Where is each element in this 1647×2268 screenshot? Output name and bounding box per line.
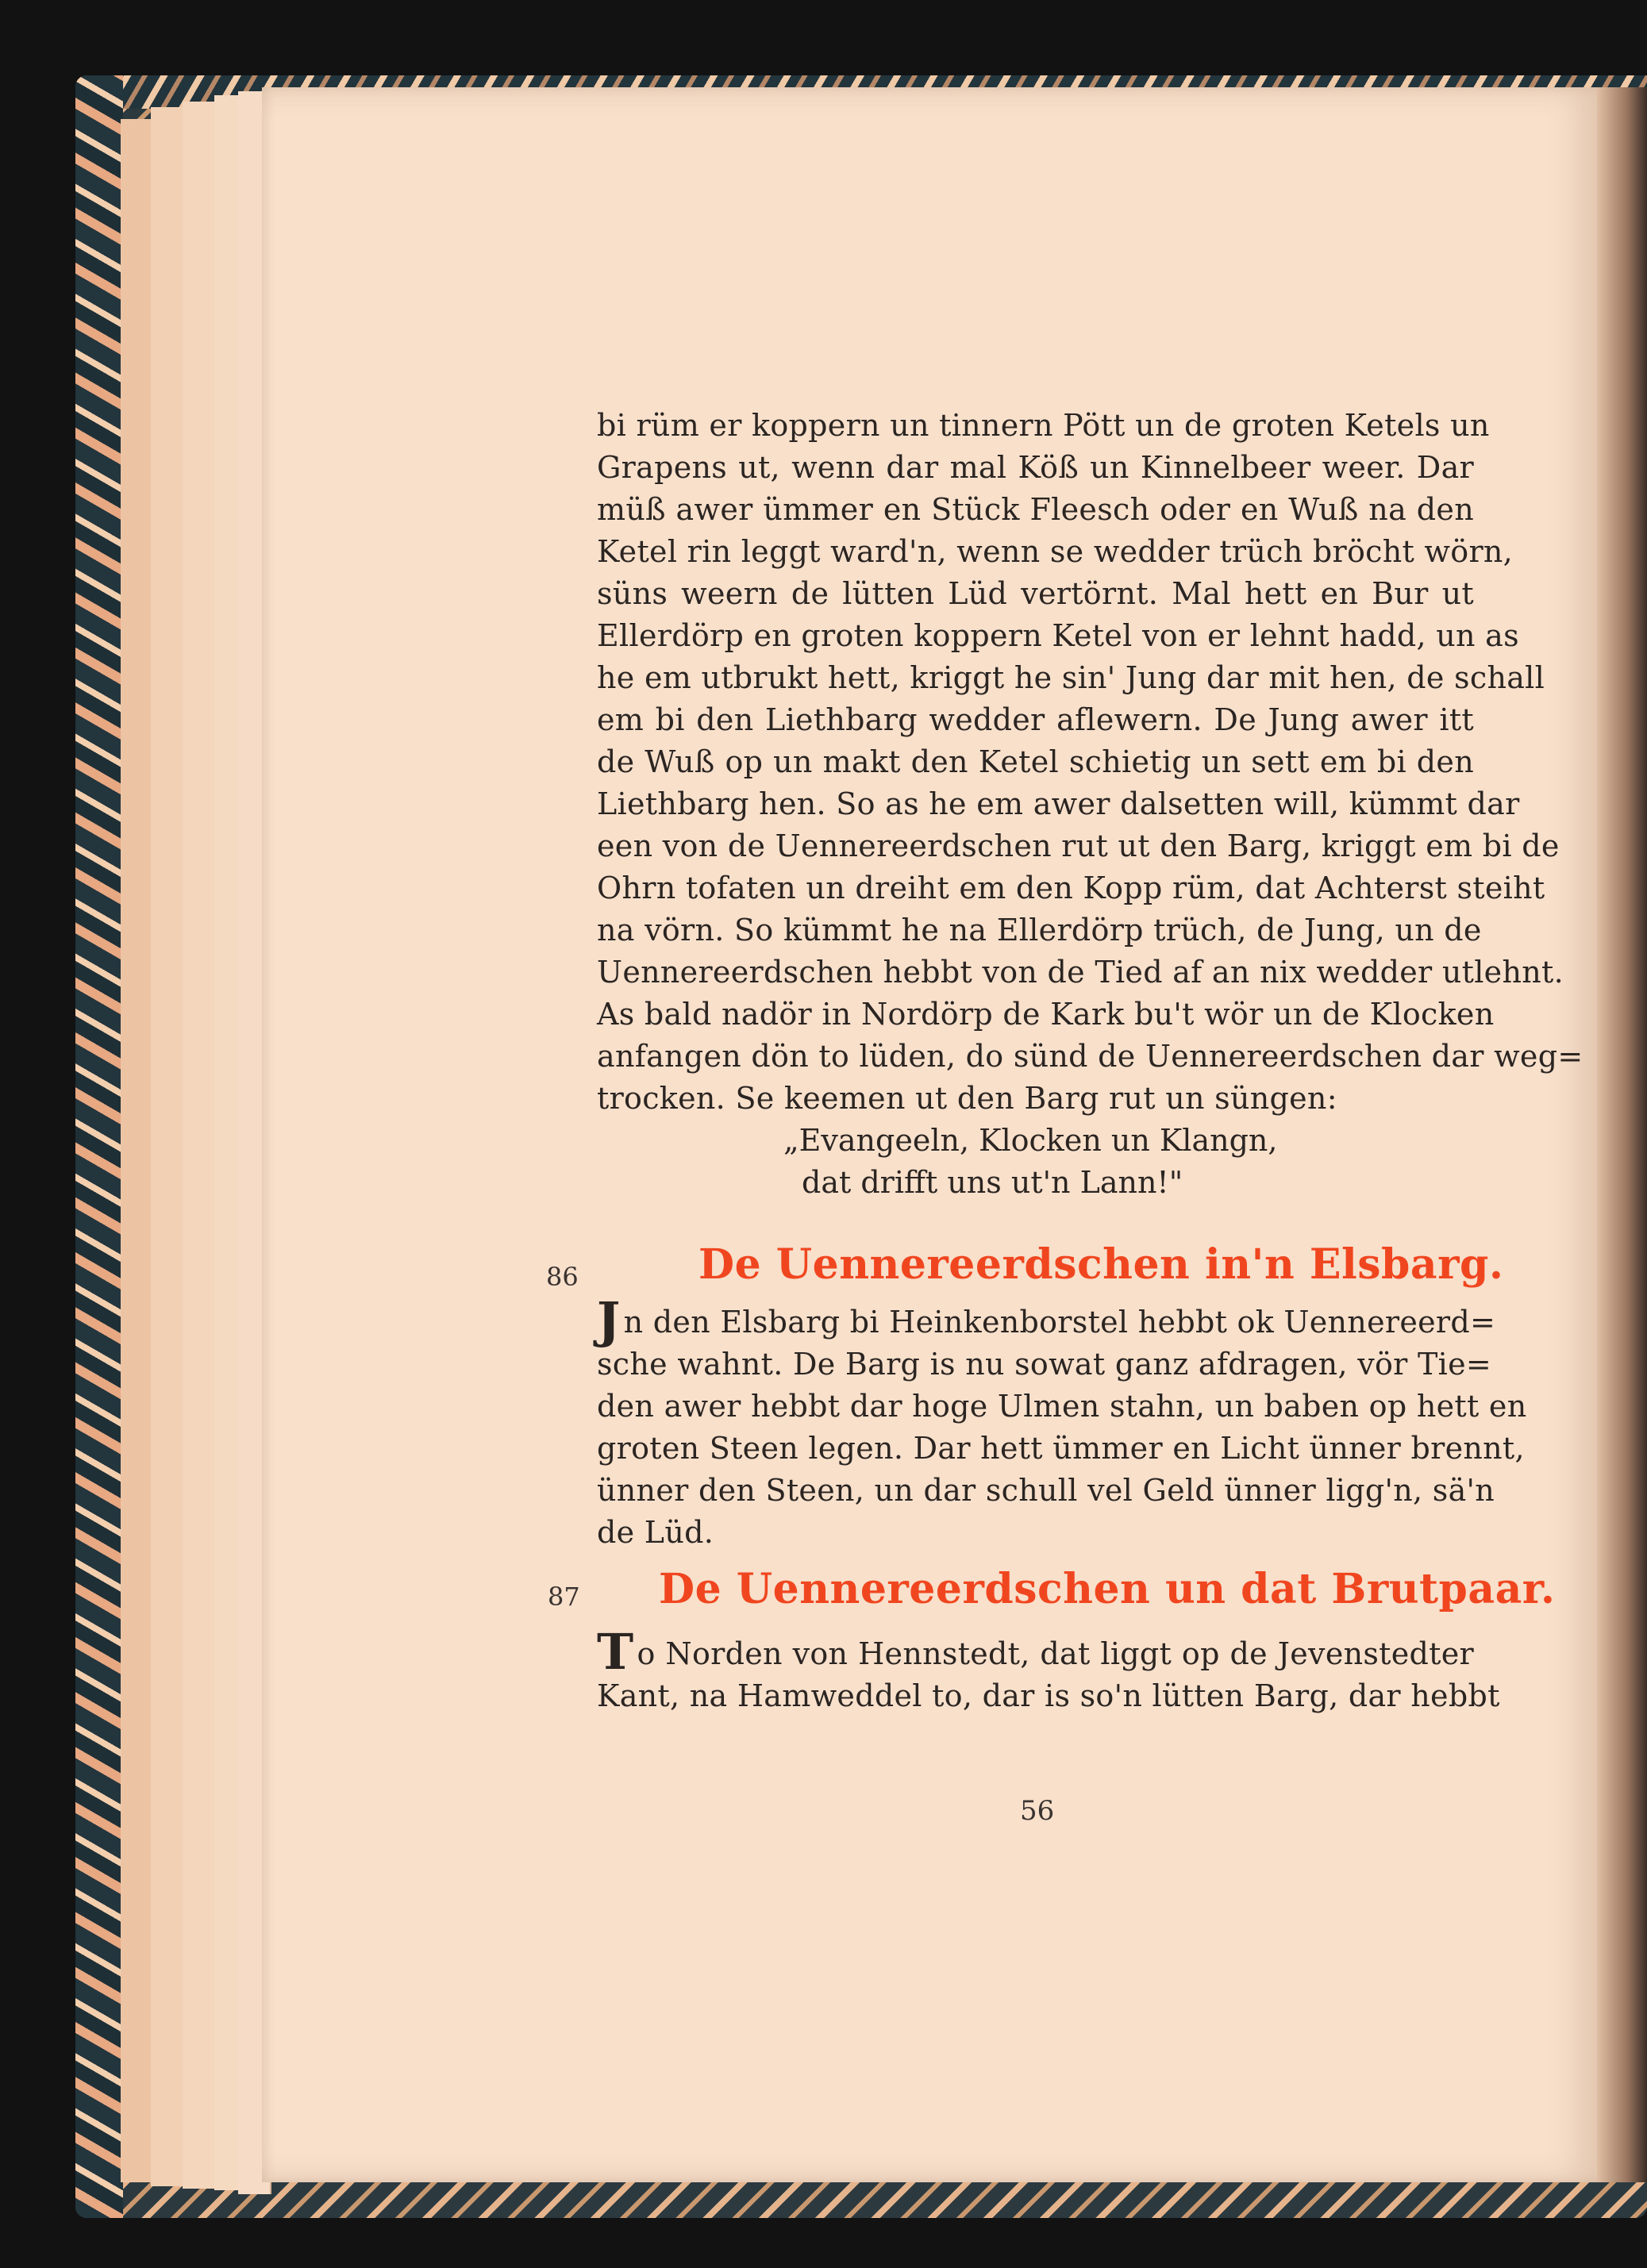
text-line: em bi den Liethbarg wedder aflewern. De Jung awer itt — [597, 702, 1474, 737]
text-line: bi rüm er koppern un tinnern Pött un de groten Ketels un — [597, 408, 1490, 443]
text-line-content: o Norden von Hennstedt, dat liggt op de Jevenstedter — [637, 1636, 1474, 1671]
text-line: süns weern de lütten Lüd vertörnt. Mal hett en Bur ut — [597, 576, 1474, 611]
text-line: sche wahnt. De Barg is nu sowat ganz afdragen, vör Tie= — [597, 1347, 1492, 1382]
cover-pattern-left — [75, 75, 123, 2218]
drop-cap: J — [597, 1291, 621, 1349]
text-line: anfangen dön to lüden, do sünd de Uennereerdschen dar weg= — [597, 1039, 1584, 1074]
text-line — [597, 1623, 1474, 1681]
text-line-content: n den Elsbarg bi Heinkenborstel hebbt ok Uennereerd= — [623, 1305, 1496, 1340]
text-line: Ohrn tofaten un dreiht em den Kopp rüm, dat Achterst steiht — [597, 871, 1545, 905]
text-line: Ellerdörp en groten koppern Ketel von er lehnt hadd, un as — [597, 618, 1519, 653]
text-line: Liethbarg hen. So as he em awer dalsetten will, kümmt dar — [597, 786, 1520, 821]
text-line: na vörn. So kümmt he na Ellerdörp trüch, de Jung, un de — [597, 913, 1482, 948]
text-line: müß awer ümmer en Stück Fleesch oder en Wuß na den — [597, 492, 1474, 527]
section-heading: De Uennereerdschen un dat Brutpaar. — [659, 1565, 1556, 1613]
text-line: den awer hebbt dar hoge Ulmen stahn, un baben op hett en — [597, 1389, 1527, 1424]
text-line: Ketel rin leggt ward'n, wenn se wedder trüch bröcht wörn, — [597, 534, 1514, 569]
text-line: Uennereerdschen hebbt von de Tied af an nix wedder utlehnt. — [597, 955, 1564, 990]
paragraph-86 — [597, 1291, 1527, 1554]
book-gutter — [1597, 87, 1647, 2182]
text-line: de Lüd. — [597, 1515, 714, 1550]
text-line: Grapens ut, wenn dar mal Köß un Kinnelbeer weer. Dar — [597, 450, 1474, 485]
text-line: een von de Uennereerdschen rut ut den Barg, kriggt em bi de — [597, 828, 1560, 863]
drop-cap: T — [597, 1623, 634, 1681]
text-line: trocken. Se keemen ut den Barg rut un süngen: — [597, 1081, 1337, 1116]
page-number: 56 — [1020, 1795, 1055, 1827]
text-line: As bald nadör in Nordörp de Kark bu't wör un de Klocken — [597, 997, 1495, 1032]
section-heading: De Uennereerdschen in'n Elsbarg. — [698, 1240, 1504, 1289]
verse-line: dat drifft uns ut'n Lann!" — [802, 1165, 1183, 1200]
text-line — [597, 1291, 1496, 1349]
text-line: groten Steen legen. Dar hett ümmer en Licht ünner brennt, — [597, 1431, 1525, 1466]
text-line: he em utbrukt hett, kriggt he sin' Jung dar mit hen, de schall — [597, 660, 1545, 695]
paragraph-87 — [597, 1623, 1500, 1717]
verse-line: „Evangeeln, Klocken un Klangn, — [783, 1123, 1278, 1158]
text-line: de Wuß op un makt den Ketel schietig un sett em bi den — [597, 744, 1474, 779]
section-number: 87 — [548, 1582, 580, 1612]
text-line: Kant, na Hamweddel to, dar is so'n lütten Barg, dar hebbt — [597, 1678, 1500, 1713]
section-number: 86 — [546, 1262, 579, 1292]
paragraph-1 — [597, 405, 1584, 1204]
text-line: ünner den Steen, un dar schull vel Geld ünner ligg'n, sä'n — [597, 1473, 1495, 1508]
